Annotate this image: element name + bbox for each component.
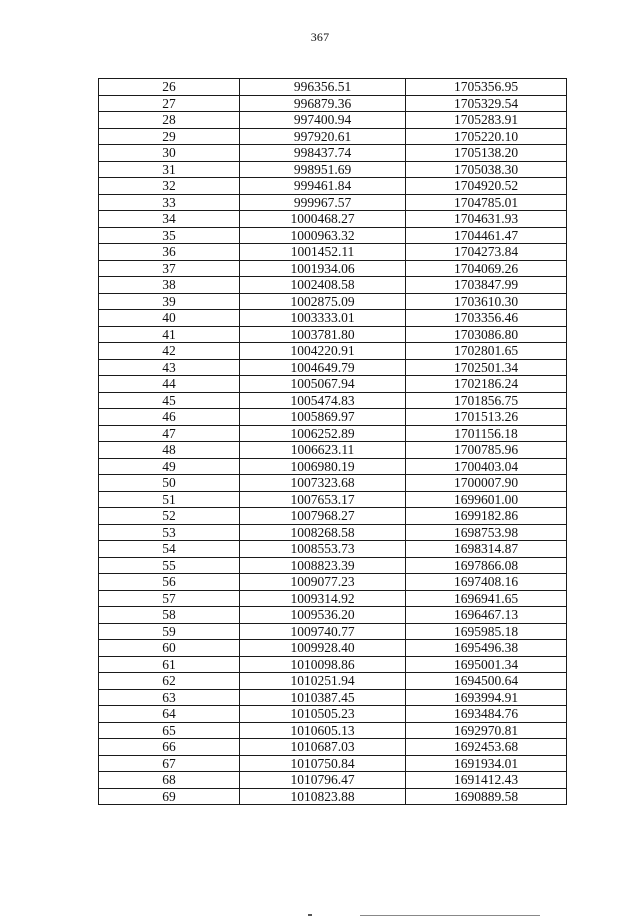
coordinates-table-body [99, 79, 567, 805]
table-row [99, 293, 567, 310]
x-coordinate-cell: 1006252.89 [240, 425, 406, 442]
x-coordinate-cell: 998437.74 [240, 145, 406, 162]
point-number-cell: 31 [99, 161, 240, 178]
y-coordinate-cell: 1700007.90 [406, 475, 567, 492]
x-coordinate-cell: 1000468.27 [240, 211, 406, 228]
x-coordinate-cell: 1009077.23 [240, 574, 406, 591]
x-coordinate-cell: 1010251.94 [240, 673, 406, 690]
point-number-cell: 27 [99, 95, 240, 112]
point-number-cell: 61 [99, 656, 240, 673]
table-row [99, 310, 567, 327]
x-coordinate-cell: 1008823.39 [240, 557, 406, 574]
point-number-cell: 39 [99, 293, 240, 310]
table-row [99, 640, 567, 657]
x-coordinate-cell: 998951.69 [240, 161, 406, 178]
table-row [99, 706, 567, 723]
y-coordinate-cell: 1704785.01 [406, 194, 567, 211]
table-row [99, 211, 567, 228]
table-row [99, 772, 567, 789]
point-number-cell: 66 [99, 739, 240, 756]
point-number-cell: 36 [99, 244, 240, 261]
table-row [99, 475, 567, 492]
x-coordinate-cell: 999461.84 [240, 178, 406, 195]
x-coordinate-cell: 997920.61 [240, 128, 406, 145]
y-coordinate-cell: 1696467.13 [406, 607, 567, 624]
y-coordinate-cell: 1693484.76 [406, 706, 567, 723]
y-coordinate-cell: 1703610.30 [406, 293, 567, 310]
table-row [99, 524, 567, 541]
x-coordinate-cell: 1005869.97 [240, 409, 406, 426]
point-number-cell: 50 [99, 475, 240, 492]
point-number-cell: 46 [99, 409, 240, 426]
table-row [99, 326, 567, 343]
x-coordinate-cell: 1004649.79 [240, 359, 406, 376]
table-row [99, 194, 567, 211]
table-row [99, 244, 567, 261]
y-coordinate-cell: 1705329.54 [406, 95, 567, 112]
point-number-cell: 59 [99, 623, 240, 640]
point-number-cell: 51 [99, 491, 240, 508]
x-coordinate-cell: 999967.57 [240, 194, 406, 211]
y-coordinate-cell: 1696941.65 [406, 590, 567, 607]
table-row [99, 442, 567, 459]
table-row [99, 508, 567, 525]
table-row [99, 623, 567, 640]
y-coordinate-cell: 1704069.26 [406, 260, 567, 277]
point-number-cell: 32 [99, 178, 240, 195]
point-number-cell: 38 [99, 277, 240, 294]
x-coordinate-cell: 996356.51 [240, 79, 406, 96]
table-row [99, 161, 567, 178]
x-coordinate-cell: 997400.94 [240, 112, 406, 129]
point-number-cell: 44 [99, 376, 240, 393]
y-coordinate-cell: 1699182.86 [406, 508, 567, 525]
x-coordinate-cell: 1000963.32 [240, 227, 406, 244]
table-row [99, 739, 567, 756]
y-coordinate-cell: 1703847.99 [406, 277, 567, 294]
y-coordinate-cell: 1699601.00 [406, 491, 567, 508]
table-row [99, 607, 567, 624]
table-row [99, 128, 567, 145]
point-number-cell: 34 [99, 211, 240, 228]
x-coordinate-cell: 1001452.11 [240, 244, 406, 261]
point-number-cell: 35 [99, 227, 240, 244]
table-row [99, 112, 567, 129]
table-row [99, 788, 567, 805]
point-number-cell: 42 [99, 343, 240, 360]
y-coordinate-cell: 1700785.96 [406, 442, 567, 459]
point-number-cell: 37 [99, 260, 240, 277]
point-number-cell: 41 [99, 326, 240, 343]
point-number-cell: 63 [99, 689, 240, 706]
table-row [99, 343, 567, 360]
x-coordinate-cell: 1009536.20 [240, 607, 406, 624]
table-row [99, 755, 567, 772]
y-coordinate-cell: 1700403.04 [406, 458, 567, 475]
x-coordinate-cell: 1010750.84 [240, 755, 406, 772]
point-number-cell: 26 [99, 79, 240, 96]
y-coordinate-cell: 1705220.10 [406, 128, 567, 145]
y-coordinate-cell: 1691412.43 [406, 772, 567, 789]
scan-artifact-mark [308, 914, 312, 916]
point-number-cell: 30 [99, 145, 240, 162]
table-row [99, 95, 567, 112]
point-number-cell: 68 [99, 772, 240, 789]
y-coordinate-cell: 1692970.81 [406, 722, 567, 739]
x-coordinate-cell: 1007653.17 [240, 491, 406, 508]
point-number-cell: 40 [99, 310, 240, 327]
x-coordinate-cell: 1010605.13 [240, 722, 406, 739]
point-number-cell: 28 [99, 112, 240, 129]
table-row [99, 722, 567, 739]
x-coordinate-cell: 1002408.58 [240, 277, 406, 294]
point-number-cell: 58 [99, 607, 240, 624]
table-row [99, 689, 567, 706]
y-coordinate-cell: 1695985.18 [406, 623, 567, 640]
y-coordinate-cell: 1692453.68 [406, 739, 567, 756]
table-row [99, 145, 567, 162]
table-row [99, 425, 567, 442]
point-number-cell: 69 [99, 788, 240, 805]
x-coordinate-cell: 1008553.73 [240, 541, 406, 558]
x-coordinate-cell: 1009740.77 [240, 623, 406, 640]
table-row [99, 409, 567, 426]
y-coordinate-cell: 1702501.34 [406, 359, 567, 376]
x-coordinate-cell: 1009314.92 [240, 590, 406, 607]
table-row [99, 673, 567, 690]
y-coordinate-cell: 1697866.08 [406, 557, 567, 574]
table-row [99, 458, 567, 475]
table-row [99, 79, 567, 96]
point-number-cell: 29 [99, 128, 240, 145]
table-row [99, 227, 567, 244]
x-coordinate-cell: 1010823.88 [240, 788, 406, 805]
y-coordinate-cell: 1705138.20 [406, 145, 567, 162]
y-coordinate-cell: 1704631.93 [406, 211, 567, 228]
y-coordinate-cell: 1703356.46 [406, 310, 567, 327]
page-number: 367 [310, 30, 330, 44]
x-coordinate-cell: 1008268.58 [240, 524, 406, 541]
x-coordinate-cell: 996879.36 [240, 95, 406, 112]
x-coordinate-cell: 1003333.01 [240, 310, 406, 327]
table-row [99, 376, 567, 393]
y-coordinate-cell: 1694500.64 [406, 673, 567, 690]
scan-artifact-line [360, 915, 540, 916]
point-number-cell: 56 [99, 574, 240, 591]
y-coordinate-cell: 1697408.16 [406, 574, 567, 591]
point-number-cell: 67 [99, 755, 240, 772]
table-row [99, 277, 567, 294]
point-number-cell: 47 [99, 425, 240, 442]
table-row [99, 656, 567, 673]
y-coordinate-cell: 1702801.65 [406, 343, 567, 360]
y-coordinate-cell: 1705283.91 [406, 112, 567, 129]
point-number-cell: 52 [99, 508, 240, 525]
y-coordinate-cell: 1693994.91 [406, 689, 567, 706]
x-coordinate-cell: 1010505.23 [240, 706, 406, 723]
table-row [99, 574, 567, 591]
table-row [99, 260, 567, 277]
point-number-cell: 57 [99, 590, 240, 607]
x-coordinate-cell: 1010687.03 [240, 739, 406, 756]
y-coordinate-cell: 1701513.26 [406, 409, 567, 426]
coordinates-table [98, 78, 567, 805]
x-coordinate-cell: 1005067.94 [240, 376, 406, 393]
table-row [99, 491, 567, 508]
point-number-cell: 60 [99, 640, 240, 657]
x-coordinate-cell: 1004220.91 [240, 343, 406, 360]
x-coordinate-cell: 1007323.68 [240, 475, 406, 492]
y-coordinate-cell: 1702186.24 [406, 376, 567, 393]
y-coordinate-cell: 1691934.01 [406, 755, 567, 772]
x-coordinate-cell: 1010387.45 [240, 689, 406, 706]
point-number-cell: 62 [99, 673, 240, 690]
y-coordinate-cell: 1704920.52 [406, 178, 567, 195]
point-number-cell: 49 [99, 458, 240, 475]
x-coordinate-cell: 1007968.27 [240, 508, 406, 525]
point-number-cell: 33 [99, 194, 240, 211]
x-coordinate-cell: 1001934.06 [240, 260, 406, 277]
y-coordinate-cell: 1690889.58 [406, 788, 567, 805]
x-coordinate-cell: 1005474.83 [240, 392, 406, 409]
table-row [99, 541, 567, 558]
point-number-cell: 65 [99, 722, 240, 739]
y-coordinate-cell: 1701856.75 [406, 392, 567, 409]
point-number-cell: 55 [99, 557, 240, 574]
table-row [99, 359, 567, 376]
y-coordinate-cell: 1705038.30 [406, 161, 567, 178]
x-coordinate-cell: 1009928.40 [240, 640, 406, 657]
y-coordinate-cell: 1705356.95 [406, 79, 567, 96]
y-coordinate-cell: 1695001.34 [406, 656, 567, 673]
table-row [99, 590, 567, 607]
y-coordinate-cell: 1704273.84 [406, 244, 567, 261]
x-coordinate-cell: 1006980.19 [240, 458, 406, 475]
table-row [99, 178, 567, 195]
x-coordinate-cell: 1006623.11 [240, 442, 406, 459]
point-number-cell: 48 [99, 442, 240, 459]
y-coordinate-cell: 1701156.18 [406, 425, 567, 442]
y-coordinate-cell: 1698753.98 [406, 524, 567, 541]
table-row [99, 557, 567, 574]
y-coordinate-cell: 1704461.47 [406, 227, 567, 244]
y-coordinate-cell: 1698314.87 [406, 541, 567, 558]
y-coordinate-cell: 1695496.38 [406, 640, 567, 657]
x-coordinate-cell: 1002875.09 [240, 293, 406, 310]
x-coordinate-cell: 1003781.80 [240, 326, 406, 343]
y-coordinate-cell: 1703086.80 [406, 326, 567, 343]
point-number-cell: 45 [99, 392, 240, 409]
x-coordinate-cell: 1010098.86 [240, 656, 406, 673]
table-row [99, 392, 567, 409]
point-number-cell: 54 [99, 541, 240, 558]
point-number-cell: 43 [99, 359, 240, 376]
point-number-cell: 64 [99, 706, 240, 723]
x-coordinate-cell: 1010796.47 [240, 772, 406, 789]
point-number-cell: 53 [99, 524, 240, 541]
